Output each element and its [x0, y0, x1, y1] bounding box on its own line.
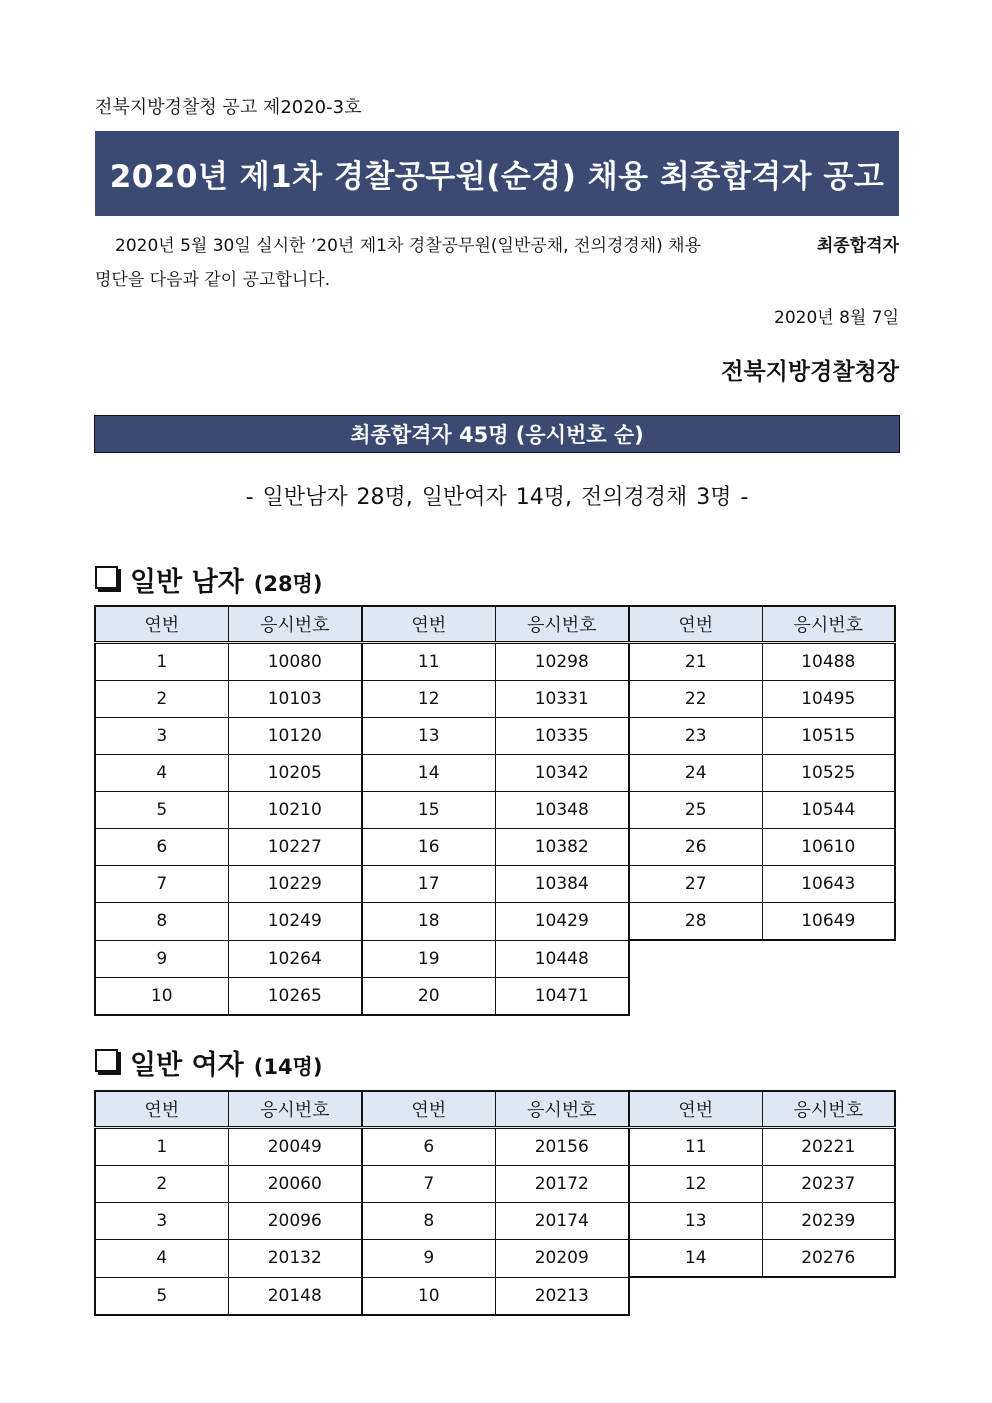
cell-seq: 27: [629, 866, 762, 903]
table-row: [95, 1128, 895, 1166]
roster-table-female: [94, 1090, 896, 1316]
header-exam-no: 응시번호: [762, 606, 895, 643]
header-exam-no: 응시번호: [228, 606, 362, 643]
cell-seq: 3: [95, 718, 228, 755]
table-row: [95, 829, 895, 866]
cell-seq: 12: [362, 681, 495, 718]
cell-exam-no: 10205: [228, 755, 362, 792]
table-row: [95, 1240, 895, 1278]
cell-exam-no: 10649: [762, 903, 895, 941]
cell-seq: 1: [95, 1128, 228, 1166]
header-seq: 연번: [95, 606, 228, 643]
cell-seq: 9: [95, 940, 228, 977]
header-exam-no: 응시번호: [495, 1091, 629, 1128]
cell-exam-no: 10495: [762, 681, 895, 718]
cell-exam-no: 20096: [228, 1203, 362, 1240]
header-exam-no: 응시번호: [495, 606, 629, 643]
cell-seq: 2: [95, 1166, 228, 1203]
total-count-bar: 최종합격자 45명 (응시번호 순): [94, 415, 900, 453]
cell-seq: 10: [362, 1277, 495, 1315]
cell-exam-no: 10382: [495, 829, 629, 866]
cell-seq: 5: [95, 1277, 228, 1315]
intro-line-2: 명단을 다음과 같이 공고합니다.: [95, 270, 331, 290]
table-row: [95, 755, 895, 792]
header-seq: 연번: [629, 606, 762, 643]
table-row: [95, 940, 895, 977]
cell-seq: 24: [629, 755, 762, 792]
cell-exam-no: 10264: [228, 940, 362, 977]
cell-exam-no: 10103: [228, 681, 362, 718]
cell-empty: [629, 977, 762, 1015]
signer: 전북지방경찰청장: [721, 359, 899, 385]
cell-exam-no: 20237: [762, 1166, 895, 1203]
cell-exam-no: 10080: [228, 643, 362, 681]
cell-exam-no: 20156: [495, 1128, 629, 1166]
cell-exam-no: 10229: [228, 866, 362, 903]
section-name: 일반 남자: [130, 567, 244, 598]
cell-seq: 9: [362, 1240, 495, 1278]
cell-exam-no: 10348: [495, 792, 629, 829]
cell-seq: 17: [362, 866, 495, 903]
cell-seq: 8: [362, 1203, 495, 1240]
cell-exam-no: 10342: [495, 755, 629, 792]
cell-exam-no: 20148: [228, 1277, 362, 1315]
cell-exam-no: 20172: [495, 1166, 629, 1203]
cell-seq: 22: [629, 681, 762, 718]
cell-seq: 3: [95, 1203, 228, 1240]
table-row: [95, 643, 895, 681]
cell-seq: 23: [629, 718, 762, 755]
count-breakdown: - 일반남자 28명, 일반여자 14명, 전의경경채 3명 -: [245, 485, 749, 510]
header-exam-no: 응시번호: [228, 1091, 362, 1128]
intro-line-1: [95, 229, 899, 263]
header-seq: 연번: [362, 1091, 495, 1128]
cell-seq: 11: [362, 643, 495, 681]
cell-exam-no: 10265: [228, 977, 362, 1015]
cell-seq: 10: [95, 977, 228, 1015]
cell-seq: 6: [362, 1128, 495, 1166]
cell-seq: 7: [362, 1166, 495, 1203]
cell-seq: 28: [629, 903, 762, 941]
cell-exam-no: 10525: [762, 755, 895, 792]
cell-seq: 8: [95, 903, 228, 941]
cell-seq: 2: [95, 681, 228, 718]
section-heading-female: [95, 1043, 322, 1082]
section-heading-male: [95, 560, 322, 599]
cell-exam-no: 10471: [495, 977, 629, 1015]
cell-empty: [762, 1277, 895, 1315]
cell-exam-no: 10331: [495, 681, 629, 718]
cell-seq: 13: [629, 1203, 762, 1240]
cell-exam-no: 20276: [762, 1240, 895, 1278]
section-count: (14명): [253, 1055, 323, 1079]
cell-empty: [629, 940, 762, 977]
intro-line-1-bold: 최종합격자: [816, 236, 899, 256]
cell-seq: 4: [95, 755, 228, 792]
table-row: [95, 903, 895, 941]
cell-exam-no: 10610: [762, 829, 895, 866]
cell-exam-no: 10298: [495, 643, 629, 681]
cell-seq: 6: [95, 829, 228, 866]
checkbox-square-icon: [95, 566, 118, 589]
table-row: [95, 1203, 895, 1240]
cell-seq: 14: [629, 1240, 762, 1278]
cell-exam-no: 20174: [495, 1203, 629, 1240]
cell-exam-no: 10210: [228, 792, 362, 829]
cell-seq: 19: [362, 940, 495, 977]
page-title: 2020년 제1차 경찰공무원(순경) 채용 최종합격자 공고: [95, 131, 899, 216]
notice-date: 2020년 8월 7일: [774, 308, 899, 328]
header-seq: 연번: [362, 606, 495, 643]
header-seq: 연번: [629, 1091, 762, 1128]
cell-exam-no: 20049: [228, 1128, 362, 1166]
header-exam-no: 응시번호: [762, 1091, 895, 1128]
cell-exam-no: 20132: [228, 1240, 362, 1278]
cell-seq: 5: [95, 792, 228, 829]
cell-exam-no: 20239: [762, 1203, 895, 1240]
cell-exam-no: 10249: [228, 903, 362, 941]
cell-exam-no: 10227: [228, 829, 362, 866]
cell-exam-no: 10120: [228, 718, 362, 755]
section-count: (28명): [253, 572, 323, 596]
header-seq: 연번: [95, 1091, 228, 1128]
table-row: [95, 1166, 895, 1203]
cell-empty: [762, 977, 895, 1015]
cell-seq: 11: [629, 1128, 762, 1166]
cell-exam-no: 20221: [762, 1128, 895, 1166]
cell-empty: [629, 1277, 762, 1315]
section-name: 일반 여자: [130, 1050, 244, 1081]
cell-seq: 1: [95, 643, 228, 681]
cell-seq: 26: [629, 829, 762, 866]
checkbox-square-icon: [95, 1049, 118, 1072]
table-row: [95, 1277, 895, 1315]
cell-exam-no: 10488: [762, 643, 895, 681]
cell-exam-no: 10515: [762, 718, 895, 755]
table-header-row: [95, 1091, 895, 1128]
cell-exam-no: 20209: [495, 1240, 629, 1278]
roster-table-male: [94, 605, 896, 1016]
cell-seq: 12: [629, 1166, 762, 1203]
cell-seq: 14: [362, 755, 495, 792]
notice-number: 전북지방경찰청 공고 제2020-3호: [95, 97, 362, 118]
cell-exam-no: 20213: [495, 1277, 629, 1315]
cell-exam-no: 10384: [495, 866, 629, 903]
cell-seq: 18: [362, 903, 495, 941]
cell-exam-no: 20060: [228, 1166, 362, 1203]
cell-seq: 20: [362, 977, 495, 1015]
table-row: [95, 866, 895, 903]
table-row: [95, 681, 895, 718]
table-row: [95, 792, 895, 829]
cell-empty: [762, 940, 895, 977]
cell-exam-no: 10544: [762, 792, 895, 829]
table-header-row: [95, 606, 895, 643]
cell-seq: 15: [362, 792, 495, 829]
cell-exam-no: 10335: [495, 718, 629, 755]
cell-seq: 25: [629, 792, 762, 829]
intro-paragraph: [95, 229, 899, 297]
cell-exam-no: 10448: [495, 940, 629, 977]
cell-seq: 21: [629, 643, 762, 681]
table-row: [95, 977, 895, 1015]
table-row: [95, 718, 895, 755]
cell-seq: 4: [95, 1240, 228, 1278]
cell-exam-no: 10429: [495, 903, 629, 941]
cell-exam-no: 10643: [762, 866, 895, 903]
cell-seq: 7: [95, 866, 228, 903]
intro-line-1-text: 2020년 5월 30일 실시한 ’20년 제1차 경찰공무원(일반공채, 전의경경채) 채용: [115, 236, 702, 256]
cell-seq: 16: [362, 829, 495, 866]
cell-seq: 13: [362, 718, 495, 755]
